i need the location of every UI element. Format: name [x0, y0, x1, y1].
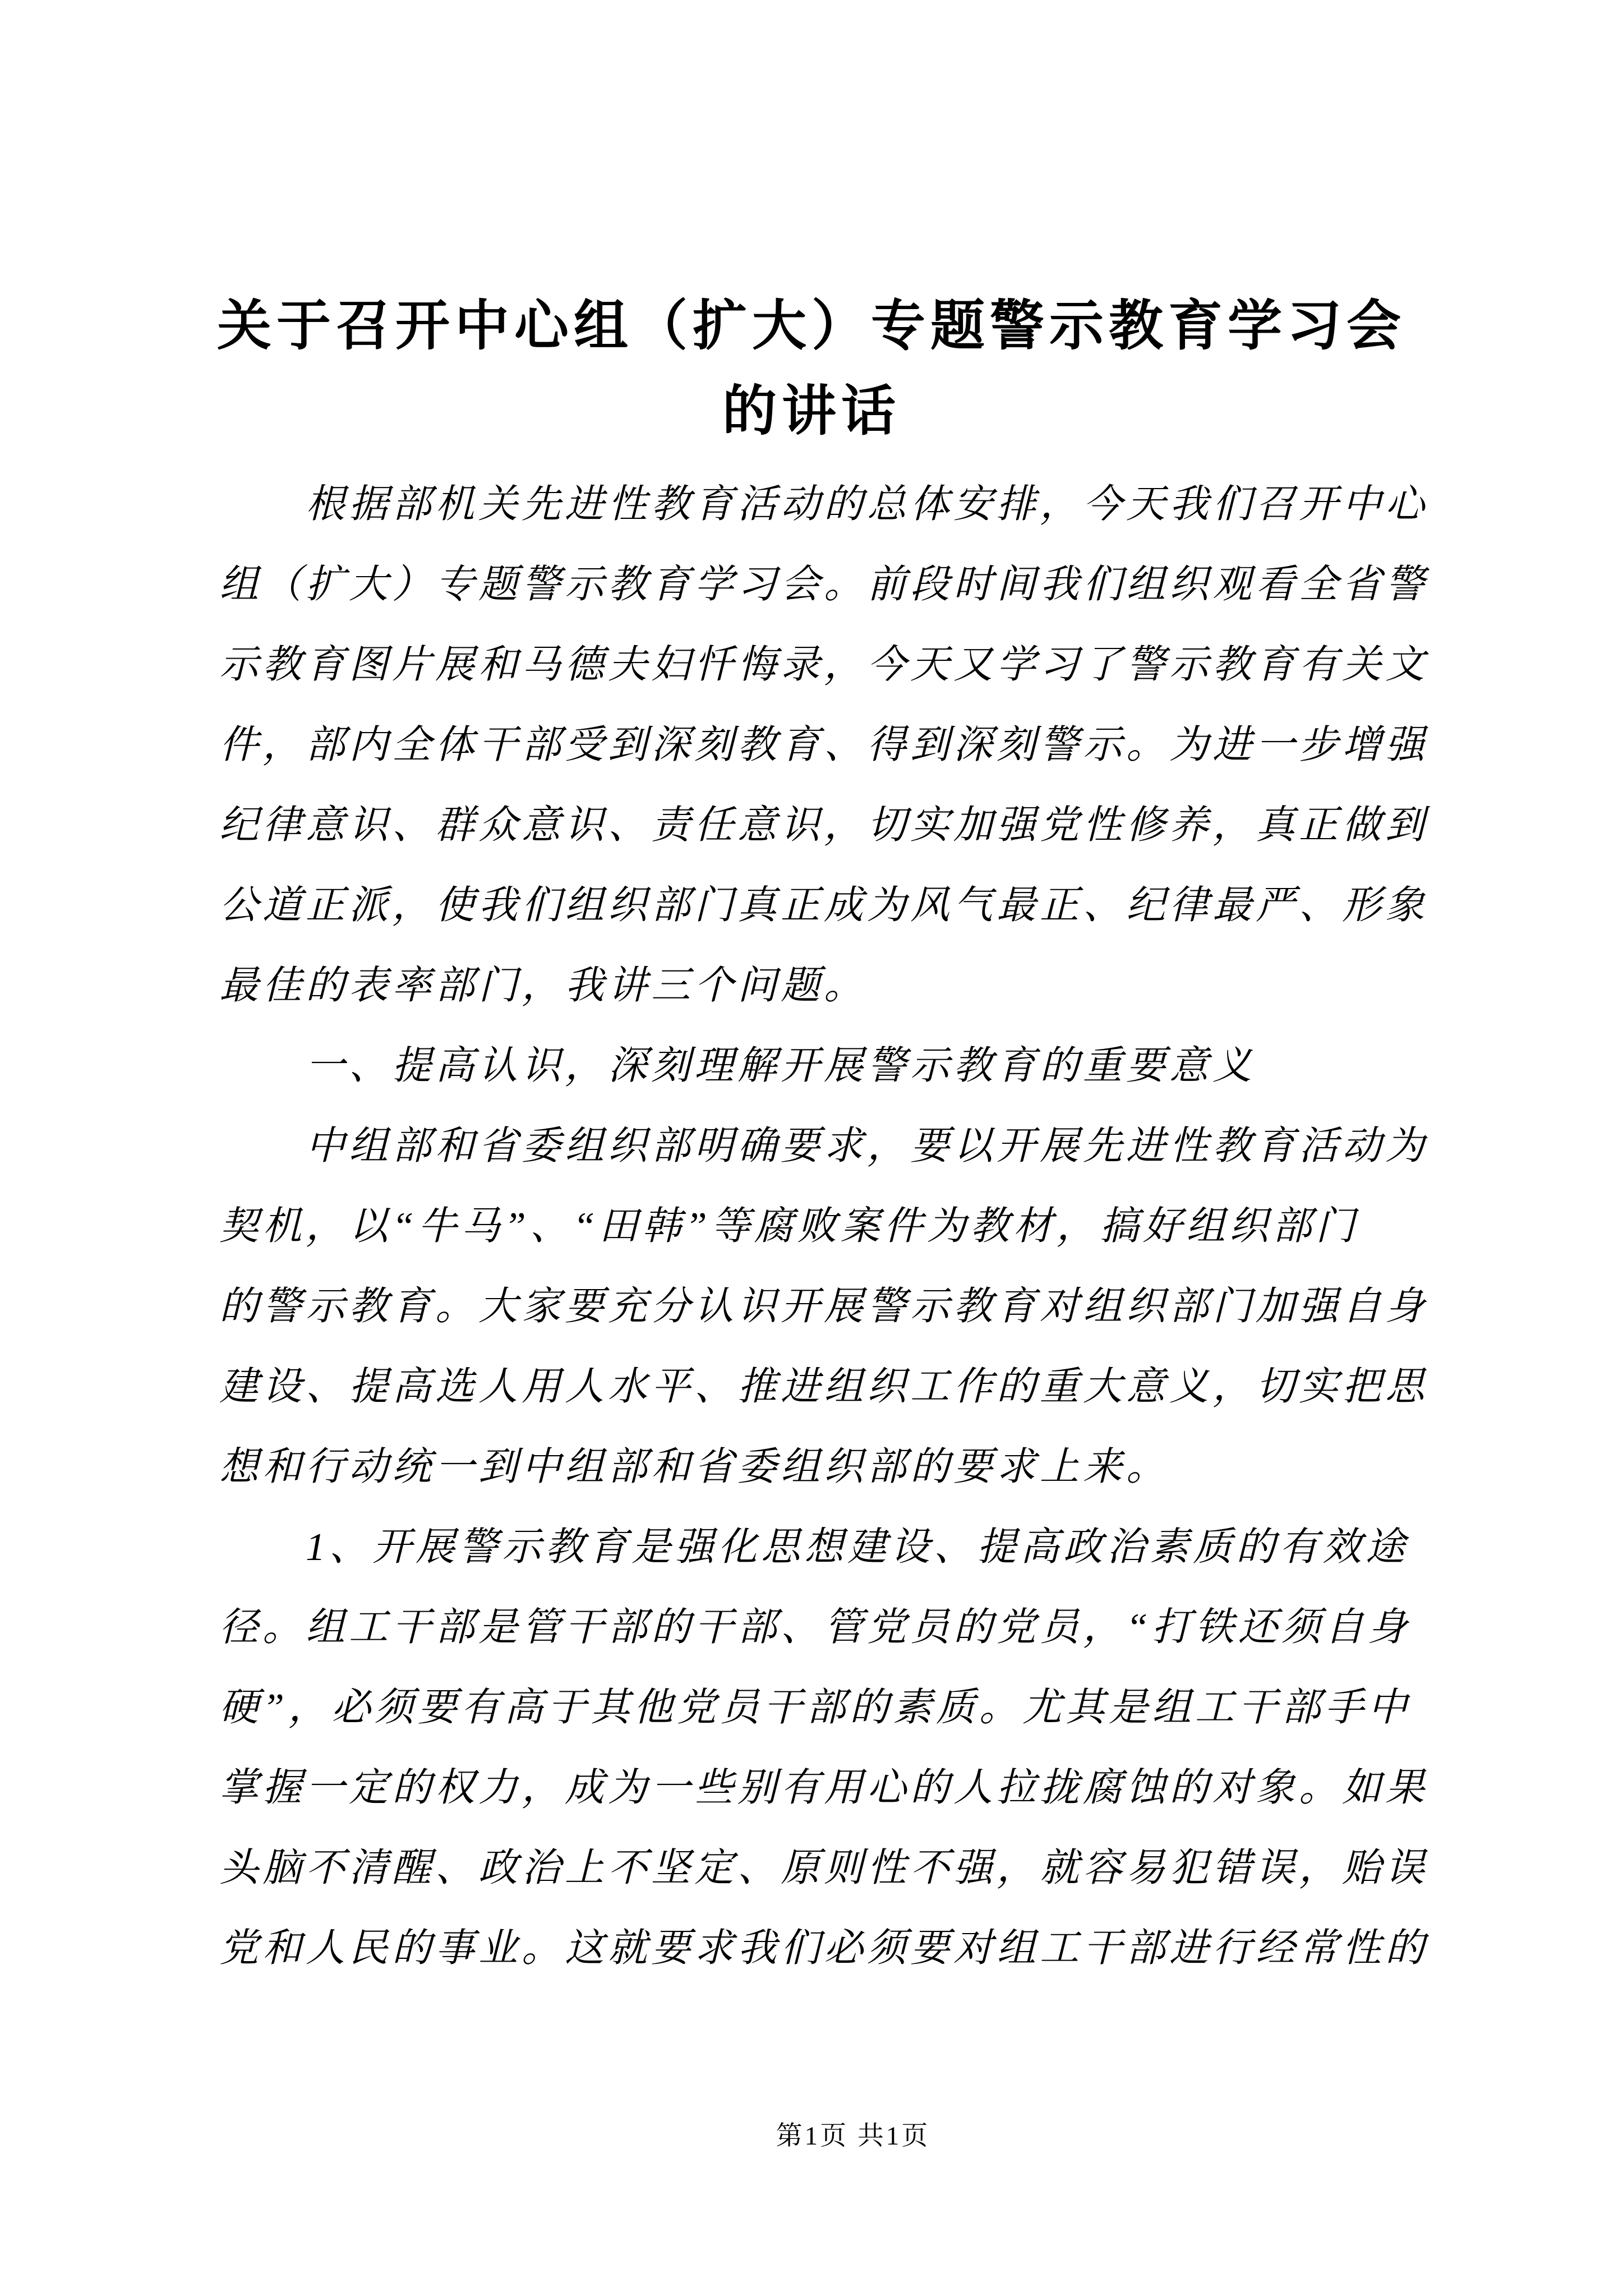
body-line: 件，部内全体干部受到深刻教育、得到深刻警示。为进一步增强	[219, 724, 1428, 767]
body-line: 组（扩大）专题警示教育学习会。前段时间我们组织观看全省警	[219, 563, 1428, 606]
body-line: 一、提高认识，深刻理解开展警示教育的重要意义	[219, 1045, 1256, 1088]
body-line: 中组部和省委组织部明确要求，要以开展先进性教育活动为	[219, 1125, 1428, 1168]
body-line: 硬”，必须要有高于其他党员干部的素质。尤其是组工干部手中	[219, 1686, 1411, 1729]
body-line: 头脑不清醒、政治上不坚定、原则性不强，就容易犯错误，贻误	[219, 1847, 1428, 1890]
body-line: 径。组工干部是管干部的干部、管党员的党员，“打铁还须自身	[219, 1606, 1411, 1649]
body-line: 纪律意识、群众意识、责任意识，切实加强党性修养，真正做到	[219, 804, 1428, 847]
body-line: 建设、提高选人用人水平、推进组织工作的重大意义，切实把思	[219, 1365, 1428, 1409]
body-line: 掌握一定的权力，成为一些别有用心的人拉拢腐蚀的对象。如果	[219, 1766, 1428, 1810]
body-line: 的警示教育。大家要充分认识开展警示教育对组织部门加强自身	[219, 1285, 1428, 1328]
body-line: 根据部机关先进性教育活动的总体安排，今天我们召开中心	[219, 483, 1428, 526]
document-body	[219, 464, 1453, 1989]
body-line: 公道正派，使我们组织部门真正成为风气最正、纪律最严、形象	[219, 884, 1428, 927]
title-line-1: 关于召开中心组（扩大）专题警示教育学习会	[217, 296, 1406, 356]
title-line-2: 的讲话	[722, 381, 901, 441]
body-line: 党和人民的事业。这就要求我们必须要对组工干部进行经常性的	[219, 1927, 1428, 1970]
body-line: 契机，以“牛马”、“田韩”等腐败案件为教材，搞好组织部门	[219, 1205, 1359, 1248]
body-line: 想和行动统一到中组部和省委组织部的要求上来。	[219, 1446, 1169, 1489]
body-line: 1、开展警示教育是强化思想建设、提高政治素质的有效途	[219, 1526, 1409, 1569]
document-title	[210, 284, 1413, 454]
page-number: 第1页 共1页	[776, 2122, 930, 2151]
body-line: 示教育图片展和马德夫妇忏悔录，今天又学习了警示教育有关文	[219, 643, 1428, 687]
body-line: 最佳的表率部门，我讲三个问题。	[219, 964, 867, 1007]
